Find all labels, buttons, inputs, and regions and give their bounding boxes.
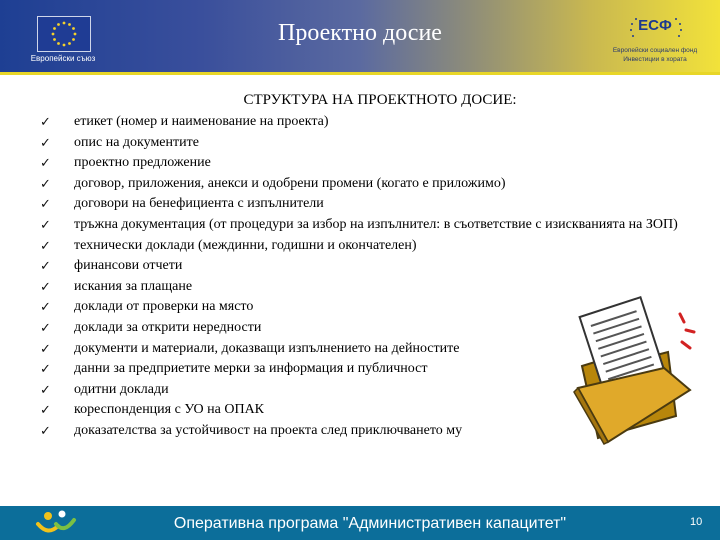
folder-with-documents-icon: [568, 296, 698, 446]
list-item: [40, 133, 690, 154]
list-item-text: проектно предложение: [74, 155, 211, 171]
check-icon: ✓: [40, 155, 51, 171]
esf-logo: [610, 12, 700, 68]
list-item: [40, 256, 690, 277]
list-item-text: опис на документите: [74, 134, 199, 150]
list-item: [40, 277, 690, 298]
list-item: [40, 215, 690, 236]
list-item-text: данни за предприетите мерки за информация и публичност: [74, 361, 428, 377]
header: [0, 0, 720, 80]
list-item-text: доказателства за устойчивост на проекта след приключването му: [74, 422, 463, 438]
list-item-text: договор, приложения, анекси и одобрени промени (когато е приложимо): [74, 175, 506, 191]
esf-logo-text: ЕСФ: [638, 17, 672, 34]
header-accent-line: [0, 72, 720, 75]
list-item: [40, 112, 690, 133]
check-icon: ✓: [40, 114, 51, 129]
check-icon: ✓: [40, 361, 51, 377]
eu-flag-icon: [37, 16, 91, 52]
list-item-text: финансови отчети: [74, 258, 183, 274]
check-icon: ✓: [40, 340, 51, 356]
check-icon: ✓: [40, 216, 51, 232]
page-number: 10: [690, 516, 703, 528]
list-item: [40, 153, 690, 174]
list-item-text: кореспонденция с УО на ОПАК: [74, 402, 265, 418]
list-item: [40, 236, 690, 257]
check-icon: ✓: [40, 278, 51, 294]
list-item-text: искания за плащане: [74, 278, 193, 294]
list-item-text: доклади за открити нередности: [74, 319, 262, 335]
eu-label: Европейски съюз: [30, 54, 96, 63]
check-icon: ✓: [40, 196, 51, 212]
list-item-text: доклади от проверки на място: [74, 299, 254, 315]
eu-logo: [28, 14, 98, 64]
esf-caption: Европейски социален фонд Инвестиции в хората: [612, 47, 698, 63]
list-item-text: тръжна документация (от процедури за избор на изпълнител: в съответствие с изискванията на ЗОП): [74, 216, 678, 232]
check-icon: ✓: [40, 258, 51, 274]
list-item-text: технически доклади (междинни, годишни и окончателен): [74, 237, 417, 253]
check-icon: ✓: [40, 175, 51, 191]
list-item-text: договори на бенефициента с изпълнители: [74, 196, 324, 212]
page-title: Проектно досие: [278, 20, 442, 46]
list-item-text: одитни доклади: [74, 381, 169, 397]
check-icon: ✓: [40, 319, 51, 335]
check-icon: ✓: [40, 134, 51, 150]
list-item: [40, 194, 690, 215]
list-item-text: документи и материали, доказващи изпълнението на дейностите: [74, 340, 460, 356]
list-item: [40, 174, 690, 195]
section-heading: СТРУКТУРА НА ПРОЕКТНОТО ДОСИЕ:: [243, 92, 517, 108]
check-icon: ✓: [40, 299, 51, 315]
check-icon: ✓: [40, 381, 51, 397]
list-item-text: етикет (номер и наименование на проекта): [74, 114, 329, 129]
program-logo-icon: [0, 506, 120, 540]
check-icon: ✓: [40, 422, 51, 438]
check-icon: ✓: [40, 402, 51, 418]
check-icon: ✓: [40, 237, 51, 253]
footer-program-name: Оперативна програма "Административен капацитет": [173, 515, 567, 532]
footer: [0, 506, 720, 540]
